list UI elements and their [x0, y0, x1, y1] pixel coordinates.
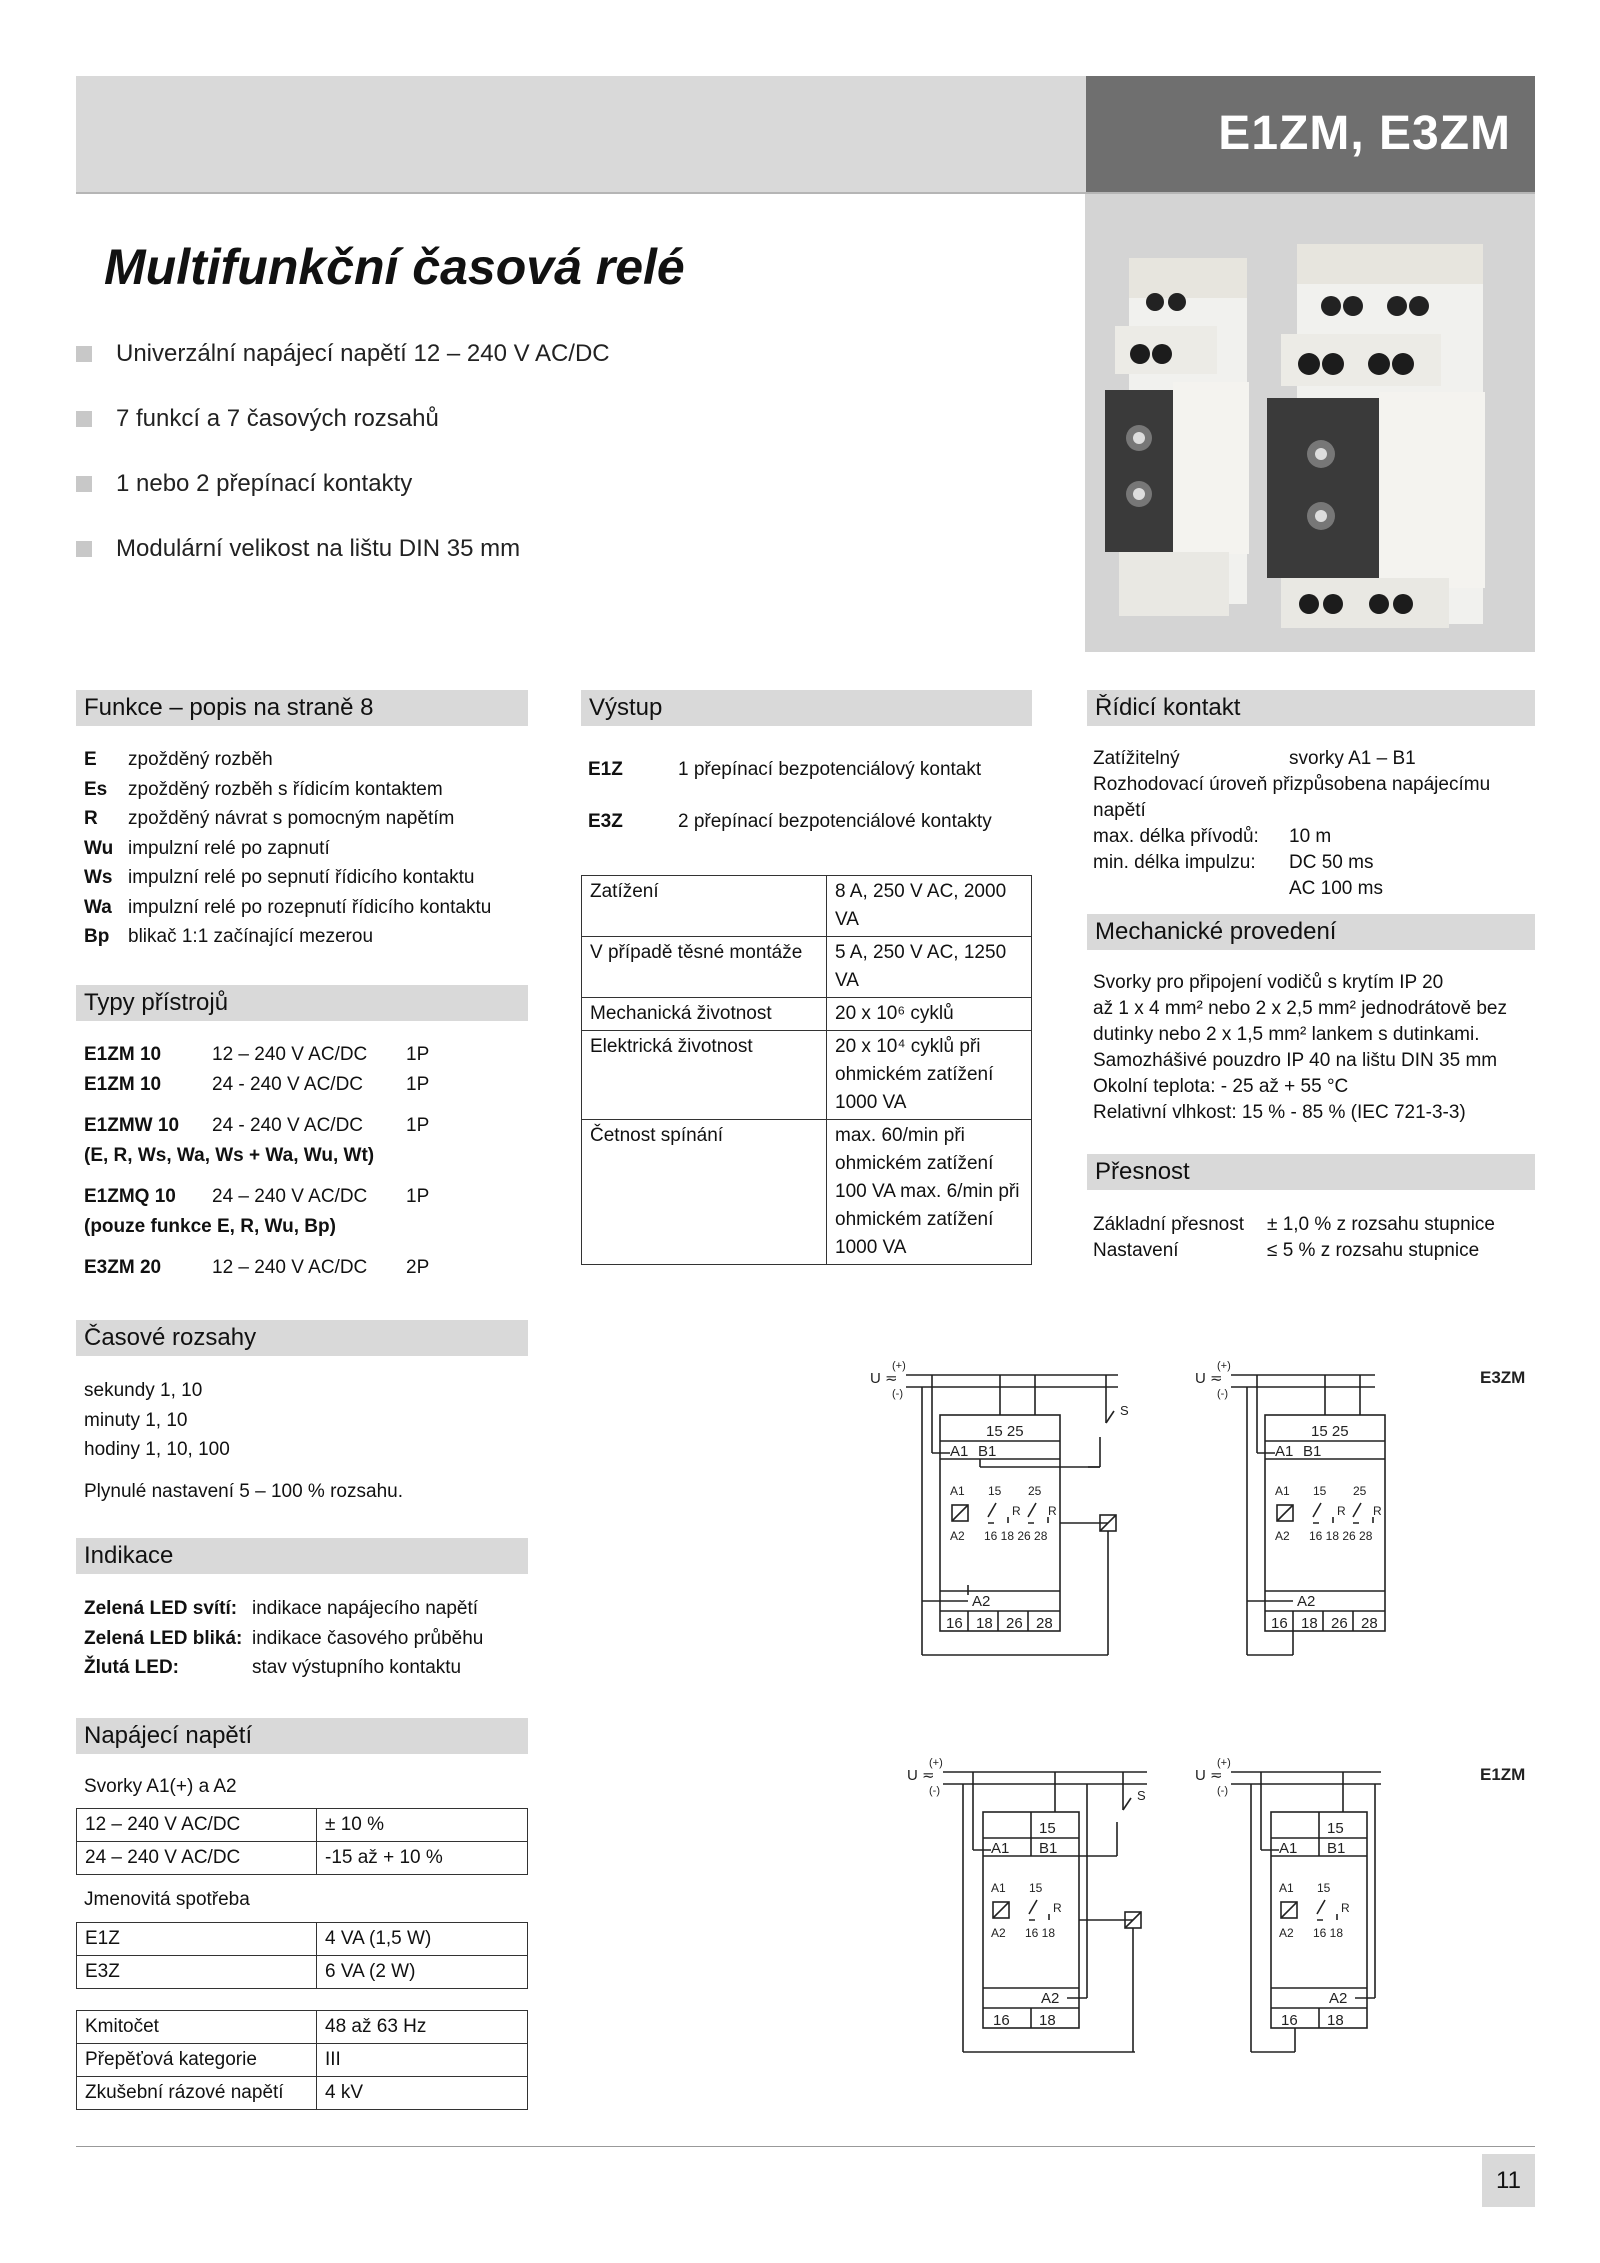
table-cell-label: E1Z — [77, 1923, 317, 1956]
minus-label: (-) — [1217, 1785, 1228, 1797]
coil-a2: A2 — [991, 1926, 1006, 1940]
terminal-a1: A1 — [950, 1443, 969, 1460]
plus-label: (+) — [1217, 1360, 1231, 1372]
typy-list — [84, 1040, 534, 1283]
terminal-a2: A2 — [1329, 1990, 1348, 2007]
terminal-a1: A1 — [991, 1840, 1010, 1857]
misc-table — [76, 2010, 528, 2110]
device-contacts: 2P — [406, 1257, 430, 1278]
u-label: U ≂ — [870, 1370, 898, 1387]
table-cell-value: max. 60/min při ohmickém zatížení 100 VA max. 6/min při ohmickém zatížení 1000 VA — [827, 1120, 1032, 1265]
coil-a2: A2 — [1279, 1926, 1294, 1940]
section-napajeci: Napájecí napětí — [76, 1718, 528, 1754]
ridici-list — [1093, 746, 1538, 902]
device-type-row — [84, 1040, 534, 1070]
page-number: 11 — [1482, 2154, 1535, 2207]
device-model: E1ZMW 10 — [84, 1115, 180, 1136]
terminal-b1: B1 — [1039, 1840, 1058, 1857]
terminal-b1: B1 — [978, 1443, 997, 1460]
switch-label: S — [1120, 1403, 1129, 1418]
terminal-18: 18 — [976, 1615, 993, 1632]
function-code: Es — [84, 778, 108, 800]
output-desc: 2 přepínací bezpotenciálové kontakty — [678, 810, 992, 832]
function-desc: zpožděný návrat s pomocným napětím — [128, 808, 455, 829]
device-voltage: 24 - 240 V AC/DC — [212, 1073, 364, 1095]
control-value: AC 100 ms — [1289, 878, 1383, 899]
minus-label: (-) — [929, 1785, 940, 1797]
table-cell-label: V případě těsné montáže — [582, 937, 827, 998]
control-label: max. délka přívodů: — [1093, 826, 1259, 847]
contact-15: 15 — [1029, 1881, 1043, 1895]
table-row — [77, 2011, 528, 2044]
plus-label: (+) — [892, 1360, 906, 1372]
table-row — [77, 1956, 528, 1989]
coil-a2: A2 — [950, 1529, 965, 1543]
device-model: E1ZM 10 — [84, 1073, 162, 1095]
device-contacts: 1P — [406, 1115, 430, 1136]
terminal-a2: A2 — [1297, 1593, 1316, 1610]
control-value: 10 m — [1289, 826, 1332, 847]
coil-a2: A2 — [1275, 1529, 1290, 1543]
table-row — [582, 998, 1032, 1031]
control-value: svorky A1 – B1 — [1289, 748, 1416, 769]
device-type-row — [84, 1111, 534, 1141]
table-cell-value: 48 až 63 Hz — [317, 2011, 528, 2044]
relay-r-label: R — [1373, 1504, 1382, 1518]
indicator-label: Žlutá LED: — [84, 1657, 179, 1678]
terminal-16: 16 — [1281, 2012, 1298, 2029]
function-code: Wu — [84, 837, 114, 859]
terminal-15: 15 — [1327, 1820, 1344, 1837]
device-note: (pouze funkce E, R, Wu, Bp) — [84, 1215, 336, 1237]
contact-15: 15 — [988, 1484, 1002, 1498]
terminal-a2: A2 — [1041, 1990, 1060, 2007]
casove-list — [84, 1376, 534, 1506]
minus-label: (-) — [892, 1388, 903, 1400]
section-ridici: Řídicí kontakt — [1087, 690, 1535, 726]
indikace-list — [84, 1594, 534, 1683]
feature-bullet — [76, 470, 412, 498]
contact-labels: 16 18 — [1025, 1926, 1056, 1940]
diagram-label-e1zm: E1ZM — [1480, 1765, 1526, 1784]
terminal-26: 26 — [1331, 1615, 1348, 1632]
relay-r-label: R — [1048, 1504, 1057, 1518]
device-type-row — [84, 1070, 534, 1100]
product-model-header: E1ZM, E3ZM — [1086, 76, 1535, 193]
section-funkce: Funkce – popis na straně 8 — [76, 690, 528, 726]
table-cell-value: ± 10 % — [317, 1809, 528, 1842]
indicator-desc: indikace napájecího napětí — [252, 1598, 479, 1619]
terminal-28: 28 — [1036, 1615, 1053, 1632]
relay-r-label: R — [1053, 1901, 1062, 1915]
feature-bullet — [76, 405, 439, 433]
contact-15: 15 — [1313, 1484, 1327, 1498]
table-row — [77, 1809, 528, 1842]
contact-15: 15 — [1317, 1881, 1331, 1895]
accuracy-value: ≤ 5 % z rozsahu stupnice — [1267, 1240, 1480, 1261]
u-label: U ≂ — [1195, 1370, 1223, 1387]
range-seconds: sekundy 1, 10 — [84, 1380, 203, 1401]
output-code: E3Z — [588, 810, 623, 832]
accuracy-row — [1093, 1212, 1538, 1238]
device-model: E1ZM 10 — [84, 1044, 162, 1065]
device-contacts: 1P — [406, 1186, 430, 1207]
terminal-a2: A2 — [972, 1593, 991, 1610]
plus-label: (+) — [929, 1757, 943, 1769]
section-casove: Časové rozsahy — [76, 1320, 528, 1356]
function-row — [84, 893, 534, 923]
feature-text: 1 nebo 2 přepínací kontakty — [116, 470, 413, 497]
contact-labels: 16 18 — [1313, 1926, 1344, 1940]
contact-labels: 16 18 26 28 — [1309, 1529, 1373, 1543]
indicator-desc: stav výstupního kontaktu — [252, 1657, 462, 1678]
vystup-list — [588, 755, 1033, 836]
table-cell-label: Přepěťová kategorie — [77, 2044, 317, 2077]
function-desc: blikač 1:1 začínající mezerou — [128, 926, 374, 947]
table-cell-label: 24 – 240 V AC/DC — [77, 1842, 317, 1875]
table-cell-value: 8 A, 250 V AC, 2000 VA — [827, 876, 1032, 937]
u-label: U ≂ — [907, 1767, 935, 1784]
function-desc: impulzní relé po sepnutí řídicího kontaktu — [128, 867, 475, 888]
indicator-desc: indikace časového průběhu — [252, 1627, 484, 1649]
coil-a1: A1 — [1279, 1881, 1294, 1895]
table-cell-label: Zatížení — [582, 876, 827, 937]
relay-r-label: R — [1012, 1504, 1021, 1518]
table-cell-value: 20 x 10⁶ cyklů — [827, 998, 1032, 1031]
feature-text: 7 funkcí a 7 časových rozsahů — [116, 405, 439, 432]
feature-bullet — [76, 535, 520, 563]
bullet-square-icon — [76, 476, 92, 492]
voltage-table — [76, 1808, 528, 1875]
table-cell-value: III — [317, 2044, 528, 2077]
section-vystup: Výstup — [581, 690, 1032, 726]
table-cell-label: E3Z — [77, 1956, 317, 1989]
device-note: (E, R, Ws, Wa, Ws + Wa, Wu, Wt) — [84, 1144, 375, 1166]
terminal-a1: A1 — [1279, 1840, 1298, 1857]
accuracy-label: Nastavení — [1093, 1240, 1179, 1261]
range-hours: hodiny 1, 10, 100 — [84, 1439, 230, 1460]
device-contacts: 1P — [406, 1073, 430, 1095]
terminal-18: 18 — [1327, 2012, 1344, 2029]
indicator-row — [84, 1653, 534, 1683]
mechanical-line: Relativní vlhkost: 15 % - 85 % (IEC 721-3-3) — [1093, 1102, 1466, 1123]
plus-label: (+) — [1217, 1757, 1231, 1769]
function-row — [84, 834, 534, 864]
section-presnost: Přesnost — [1087, 1154, 1535, 1190]
table-cell-label: Kmitočet — [77, 2011, 317, 2044]
control-row — [1093, 876, 1538, 902]
table-cell-value: 5 A, 250 V AC, 1250 VA — [827, 937, 1032, 998]
terminal-b1: B1 — [1327, 1840, 1346, 1857]
function-row — [84, 804, 534, 834]
table-row — [582, 876, 1032, 937]
table-cell-label: Elektrická životnost — [582, 1031, 827, 1120]
device-voltage: 12 – 240 V AC/DC — [212, 1257, 368, 1278]
consumption-table — [76, 1922, 528, 1989]
accuracy-label: Základní přesnost — [1093, 1214, 1245, 1235]
device-type-row — [84, 1182, 534, 1212]
indicator-row — [84, 1594, 534, 1624]
table-cell-value: 6 VA (2 W) — [317, 1956, 528, 1989]
diagram-label-e3zm: E3ZM — [1480, 1368, 1526, 1387]
u-label: U ≂ — [1195, 1767, 1223, 1784]
function-code: R — [84, 808, 98, 829]
header-band — [76, 76, 1086, 193]
mechanical-line: Samozhášivé pouzdro IP 40 na lištu DIN 35 mm — [1093, 1050, 1498, 1071]
control-value: DC 50 ms — [1289, 852, 1374, 873]
table-cell-value: 4 kV — [317, 2077, 528, 2110]
funkce-list — [84, 745, 534, 952]
terminal-26: 26 — [1006, 1615, 1023, 1632]
function-desc: impulzní relé po zapnutí — [128, 837, 330, 859]
table-cell-value: 20 x 10⁴ cyklů při ohmickém zatížení 1000 VA — [827, 1031, 1032, 1120]
table-cell-label: Zkušební rázové napětí — [77, 2077, 317, 2110]
table-row — [77, 1923, 528, 1956]
function-code: Wa — [84, 896, 112, 918]
mech-list — [1093, 970, 1538, 1126]
control-row — [1093, 746, 1538, 772]
terminal-15: 15 — [1039, 1820, 1056, 1837]
contact-25: 25 — [1353, 1484, 1367, 1498]
control-row — [1093, 824, 1538, 850]
mechanical-line: Svorky pro připojení vodičů s krytím IP 20 — [1093, 972, 1444, 993]
output-desc: 1 přepínací bezpotenciálový kontakt — [678, 759, 982, 780]
device-model: E3ZM 20 — [84, 1257, 162, 1278]
indicator-row — [84, 1624, 534, 1654]
control-row — [1093, 850, 1538, 876]
control-row — [1093, 772, 1538, 824]
relay-r-label: R — [1341, 1901, 1350, 1915]
section-typy: Typy přístrojů — [76, 985, 528, 1021]
device-voltage: 24 - 240 V AC/DC — [212, 1115, 364, 1136]
svorky-label: Svorky A1(+) a A2 — [84, 1776, 237, 1797]
function-row — [84, 775, 534, 805]
mechanical-line: dutinky nebo 2 x 1,5 mm² lankem s dutinkami. — [1093, 1024, 1480, 1045]
control-label: min. délka impulzu: — [1093, 852, 1256, 873]
table-row — [582, 1120, 1032, 1265]
presnost-list — [1093, 1212, 1538, 1264]
terminal-16: 16 — [946, 1615, 963, 1632]
function-desc: zpožděný rozběh — [128, 749, 273, 770]
device-voltage: 24 – 240 V AC/DC — [212, 1186, 368, 1207]
accuracy-value: ± 1,0 % z rozsahu stupnice — [1267, 1214, 1495, 1235]
range-minutes: minuty 1, 10 — [84, 1409, 188, 1431]
contact-25: 25 — [1028, 1484, 1042, 1498]
terminal-18: 18 — [1039, 2012, 1056, 2029]
terminal-b1: B1 — [1303, 1443, 1322, 1460]
indicator-label: Zelená LED bliká: — [84, 1627, 243, 1649]
table-row — [77, 2077, 528, 2110]
wiring-diagram-e3zm — [860, 1355, 1550, 1695]
function-code: E — [84, 749, 97, 770]
wiring-diagram-e1zm — [860, 1752, 1550, 2092]
feature-bullet — [76, 340, 610, 368]
device-contacts: 1P — [406, 1044, 430, 1065]
mechanical-line: až 1 x 4 mm² nebo 2 x 2,5 mm² jednodrátově bez — [1093, 998, 1507, 1019]
section-indikace: Indikace — [76, 1538, 528, 1574]
coil-a1: A1 — [1275, 1484, 1290, 1498]
function-row — [84, 863, 534, 893]
function-code: Bp — [84, 926, 110, 947]
table-row — [582, 1031, 1032, 1120]
table-row — [77, 1842, 528, 1875]
table-cell-label: Mechanická životnost — [582, 998, 827, 1031]
function-row — [84, 745, 534, 775]
output-code: E1Z — [588, 759, 623, 780]
function-code: Ws — [84, 867, 113, 888]
function-row — [84, 922, 534, 952]
section-mech: Mechanické provedení — [1087, 914, 1535, 950]
terminal-16: 16 — [993, 2012, 1010, 2029]
table-cell-label: 12 – 240 V AC/DC — [77, 1809, 317, 1842]
table-row — [77, 2044, 528, 2077]
terminal-28: 28 — [1361, 1615, 1378, 1632]
table-cell-value: 4 VA (1,5 W) — [317, 1923, 528, 1956]
bullet-square-icon — [76, 346, 92, 362]
feature-text: Univerzální napájecí napětí 12 – 240 V AC/DC — [116, 340, 610, 367]
terminal-top: 15 25 — [1311, 1423, 1349, 1440]
feature-text: Modulární velikost na lištu DIN 35 mm — [116, 535, 521, 562]
product-photo — [1085, 194, 1535, 652]
bullet-square-icon — [76, 411, 92, 427]
spotreba-label: Jmenovitá spotřeba — [84, 1889, 250, 1910]
range-note: Plynulé nastavení 5 – 100 % rozsahu. — [84, 1480, 403, 1502]
contact-labels: 16 18 26 28 — [984, 1529, 1048, 1543]
device-voltage: 12 – 240 V AC/DC — [212, 1044, 368, 1065]
output-table — [581, 875, 1032, 1265]
device-type-row — [84, 1253, 534, 1283]
minus-label: (-) — [1217, 1388, 1228, 1400]
indicator-label: Zelená LED svítí: — [84, 1598, 238, 1619]
coil-a1: A1 — [991, 1881, 1006, 1895]
control-label: Zatížitelný — [1093, 748, 1180, 769]
terminal-16: 16 — [1271, 1615, 1288, 1632]
terminal-18: 18 — [1301, 1615, 1318, 1632]
mechanical-line: Okolní teplota: - 25 až + 55 °C — [1093, 1076, 1349, 1097]
terminal-top: 15 25 — [986, 1423, 1024, 1440]
accuracy-row — [1093, 1238, 1538, 1264]
table-cell-label: Četnost spínání — [582, 1120, 827, 1265]
coil-a1: A1 — [950, 1484, 965, 1498]
table-cell-value: -15 až + 10 % — [317, 1842, 528, 1875]
control-label: Rozhodovací úroveň přizpůsobena napájecímu napětí — [1093, 774, 1491, 821]
table-row — [582, 937, 1032, 998]
function-desc: zpožděný rozběh s řídicím kontaktem — [128, 778, 443, 800]
device-model: E1ZMQ 10 — [84, 1186, 176, 1207]
relay-r-label: R — [1337, 1504, 1346, 1518]
page-title: Multifunkční časová relé — [104, 239, 685, 295]
bullet-square-icon — [76, 541, 92, 557]
footer-divider — [76, 2146, 1535, 2147]
control-label — [1093, 876, 1289, 902]
switch-label: S — [1137, 1788, 1146, 1803]
function-desc: impulzní relé po rozepnutí řídicího kontaktu — [128, 896, 492, 918]
terminal-a1: A1 — [1275, 1443, 1294, 1460]
